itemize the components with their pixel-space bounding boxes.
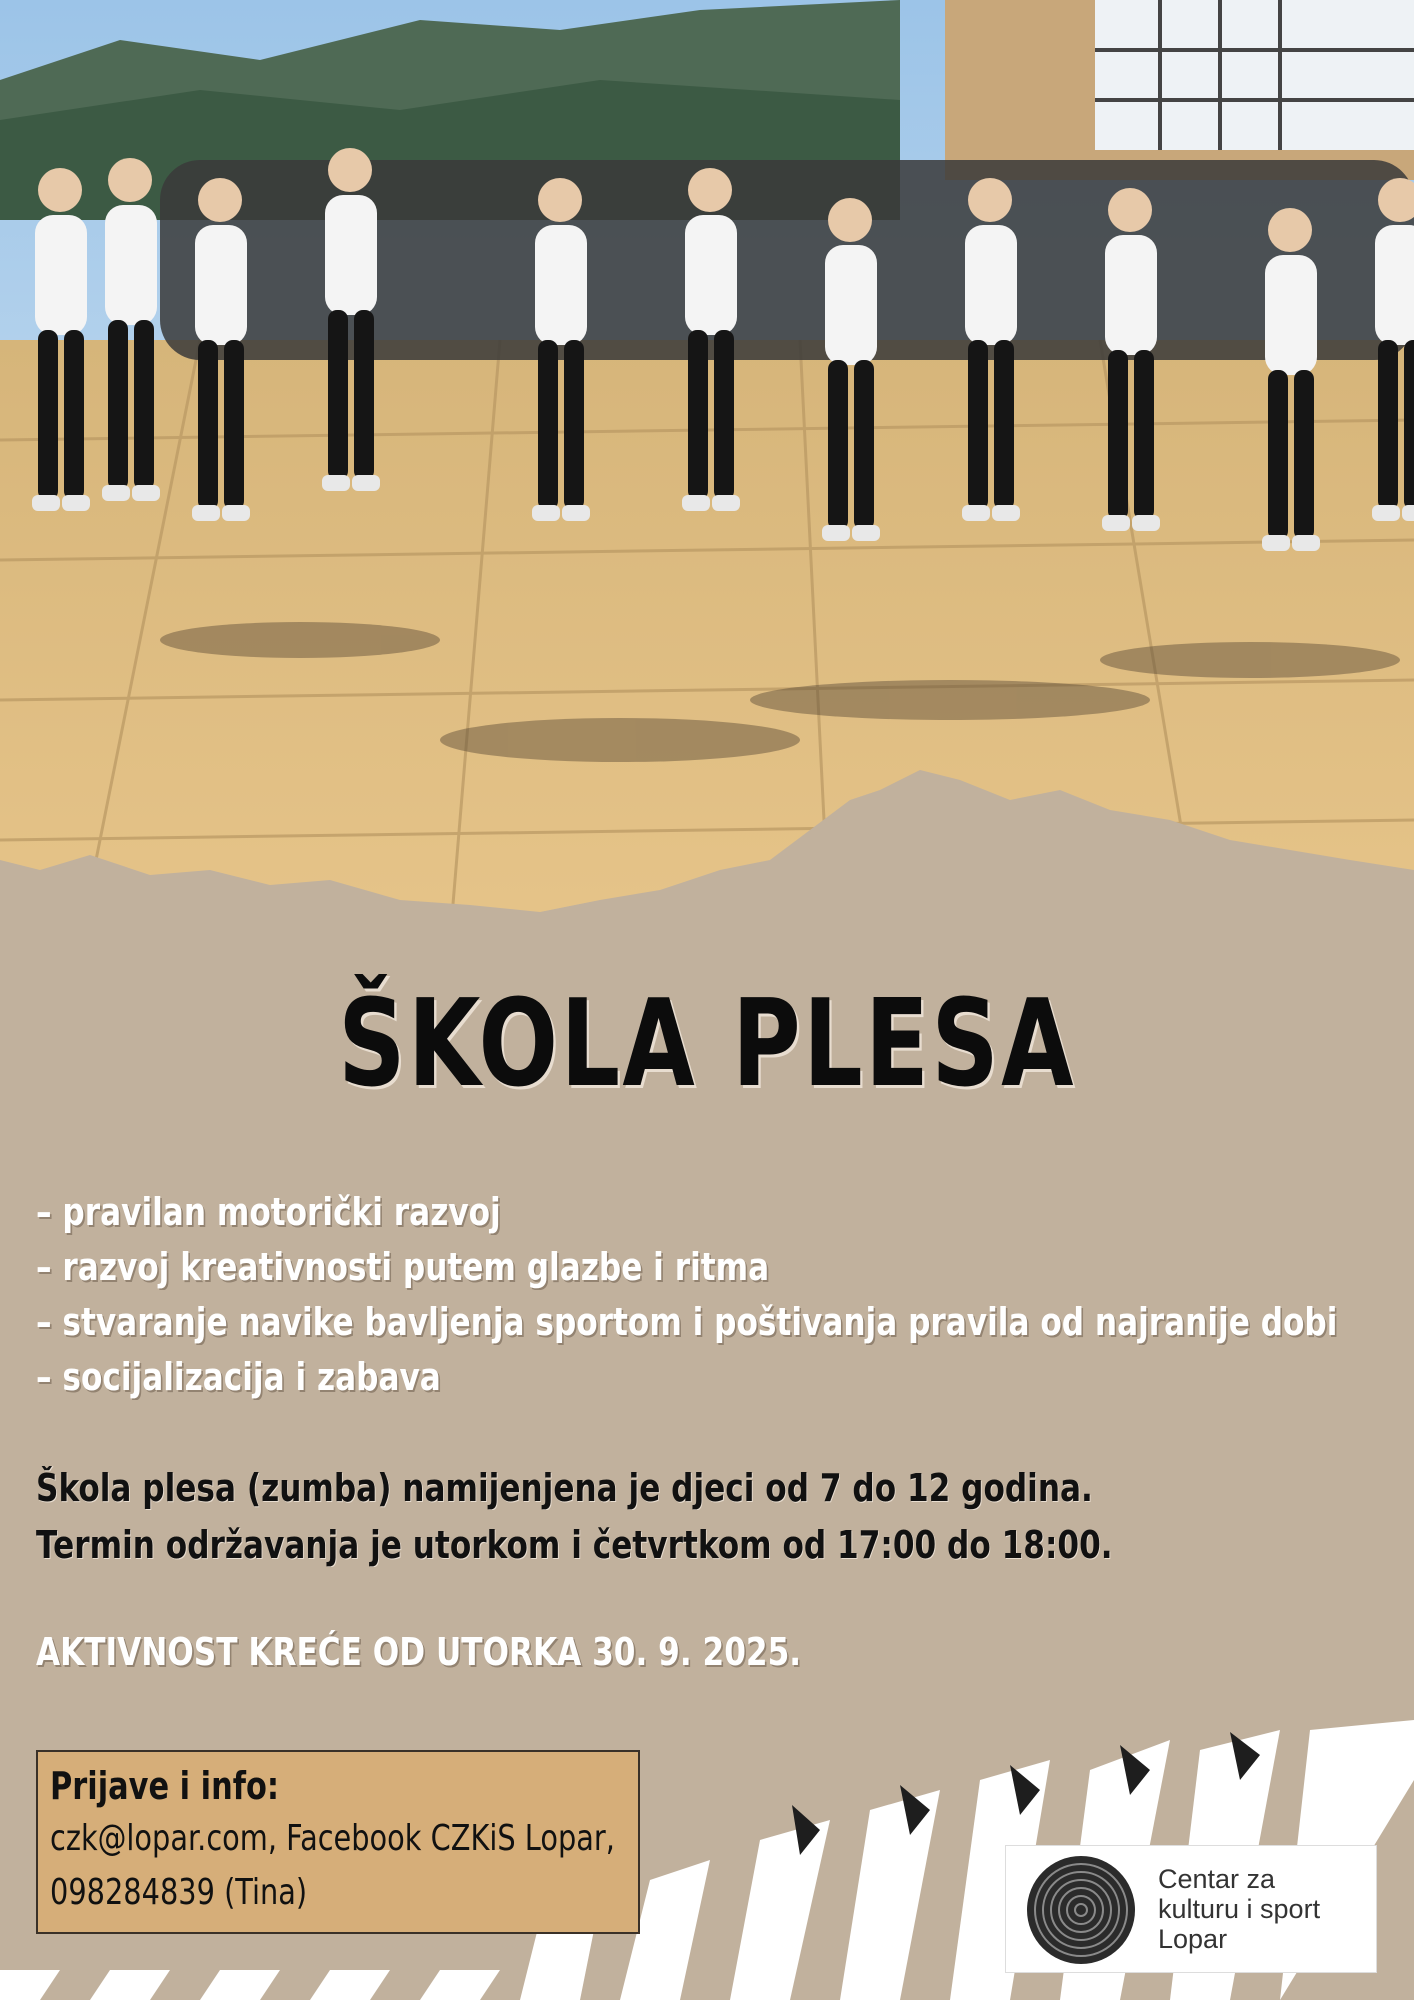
benefit-item: – pravilan motorički razvoj bbox=[36, 1190, 501, 1234]
dancing-children-photo bbox=[0, 0, 1414, 940]
benefit-item: – stvaranje navike bavljenja sportom i poštivanja pravila od najranije dobi bbox=[36, 1300, 1338, 1344]
start-notice: AKTIVNOST KREĆE OD UTORKA 30. 9. 2025. bbox=[36, 1630, 802, 1674]
contact-box bbox=[36, 1750, 640, 1934]
age-info: Škola plesa (zumba) namijenjena je djeci od 7 do 12 godina. bbox=[36, 1466, 1093, 1510]
contact-phone[interactable]: 098284839 (Tina) bbox=[50, 1872, 308, 1913]
benefit-item: – socijalizacija i zabava bbox=[36, 1355, 441, 1399]
spiral-logo-icon bbox=[1022, 1854, 1140, 1966]
contact-email-facebook[interactable]: czk@lopar.com, Facebook CZKiS Lopar, bbox=[50, 1818, 615, 1859]
logo-text bbox=[1158, 1864, 1320, 1954]
logo-text-line: kulturu i sport bbox=[1158, 1894, 1321, 1924]
page-title: ŠKOLA PLESA bbox=[338, 975, 1076, 1114]
organization-logo bbox=[1005, 1845, 1377, 1973]
logo-text-line: Centar za bbox=[1158, 1864, 1276, 1894]
contact-label: Prijave i info: bbox=[50, 1764, 279, 1808]
benefit-item: – razvoj kreativnosti putem glazbe i ritma bbox=[36, 1245, 770, 1289]
logo-text-line: Lopar bbox=[1158, 1924, 1228, 1954]
benefits-list bbox=[36, 1185, 1414, 1405]
schedule-info bbox=[36, 1460, 1349, 1574]
time-info: Termin održavanja je utorkom i četvrtkom od 17:00 do 18:00. bbox=[36, 1523, 1113, 1567]
